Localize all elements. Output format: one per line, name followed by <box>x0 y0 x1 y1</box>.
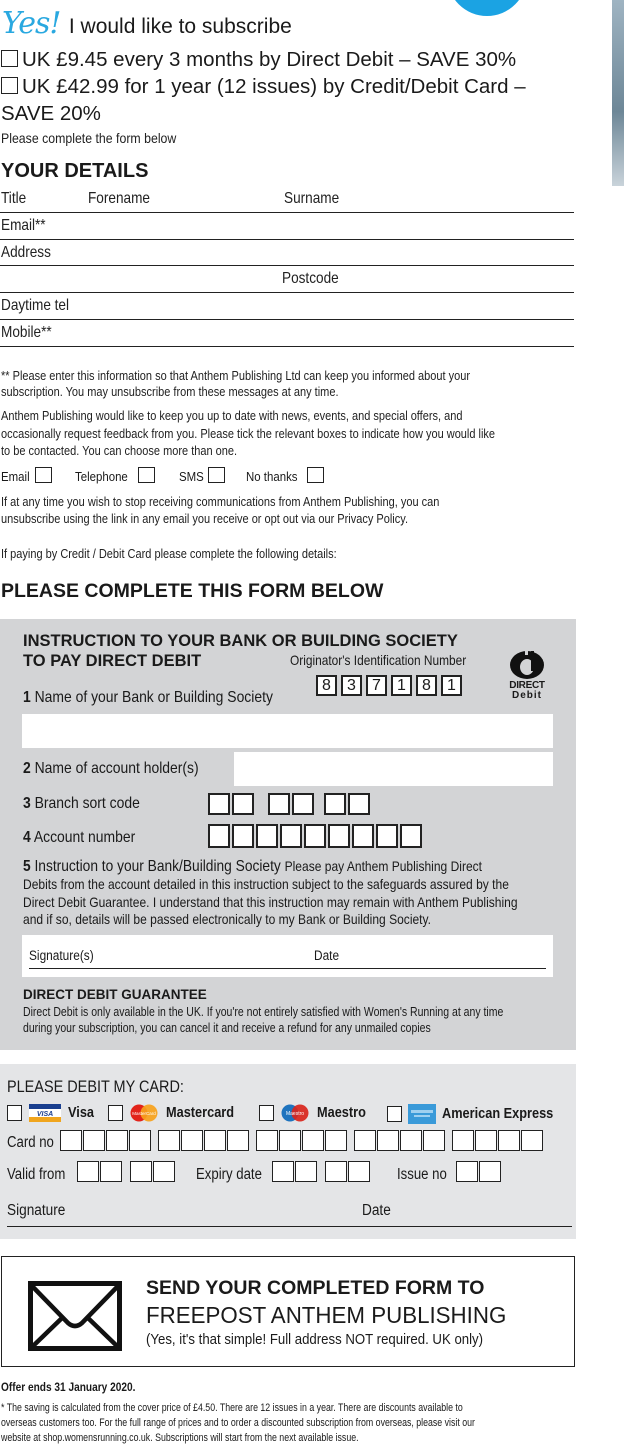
account-digit[interactable] <box>256 824 278 848</box>
q2-label: 2 Name of account holder(s) <box>23 760 199 777</box>
complete-form-heading: PLEASE COMPLETE THIS FORM BELOW <box>1 580 384 602</box>
info-text-2c: to be contacted. You can choose more than one. <box>1 444 238 458</box>
originator-label: Originator's Identification Number <box>290 652 467 668</box>
card-digit[interactable] <box>60 1130 82 1151</box>
mobile-label: Mobile** <box>1 324 52 341</box>
expiry-digit[interactable] <box>325 1161 347 1182</box>
account-digit[interactable] <box>328 824 350 848</box>
card-digit[interactable] <box>452 1130 474 1151</box>
card-digit[interactable] <box>377 1130 399 1151</box>
contact-sms-checkbox[interactable] <box>208 467 225 483</box>
send-line-2-freepost: FREEPOST ANTHEM PUBLISHING <box>146 1302 507 1328</box>
visa-checkbox[interactable] <box>7 1105 22 1121</box>
card-digit[interactable] <box>106 1130 128 1151</box>
originator-digit: 1 <box>391 675 412 696</box>
card-heading: PLEASE DEBIT MY CARD: <box>7 1077 184 1096</box>
info-text-1a: ** Please enter this information so that Anthem Publishing Ltd can keep you informed about your <box>1 369 471 383</box>
issue-no-label: Issue no <box>397 1166 447 1183</box>
card-digit[interactable] <box>521 1130 543 1151</box>
your-details-heading: YOUR DETAILS <box>1 160 149 182</box>
card-digit[interactable] <box>279 1130 301 1151</box>
card-digit[interactable] <box>158 1130 180 1151</box>
decorative-blue-circle <box>447 0 527 16</box>
address-field-line[interactable] <box>0 265 574 266</box>
dd-guarantee-title: DIRECT DEBIT GUARANTEE <box>23 987 207 1002</box>
expiry-digit[interactable] <box>295 1161 317 1182</box>
originator-digit: 7 <box>366 675 387 696</box>
sort-code-digit[interactable] <box>348 793 370 815</box>
q5-text: 5 Instruction to your Bank/Building Society Please pay Anthem Publishing Direct Debits from the account detailed in this instruction subject to the safeguards assured by the Direct Debit Guarantee. I understand that this instruction may remain with Anthem Publishing and if so, details will be passed electronically to my Bank or Building Society. <box>23 858 518 927</box>
email-field-line[interactable] <box>0 239 574 240</box>
dd-title-line1: INSTRUCTION TO YOUR BANK OR BUILDING SOCIETY <box>23 632 458 650</box>
issue-digit[interactable] <box>479 1161 501 1182</box>
postcode-label: Postcode <box>282 270 339 287</box>
postcode-field-line[interactable] <box>0 292 574 293</box>
card-digit[interactable] <box>227 1130 249 1151</box>
card-digit[interactable] <box>83 1130 105 1151</box>
info-text-1b: subscription. You may unsubscribe from these messages at any time. <box>1 385 339 399</box>
card-type-amex[interactable] <box>387 1104 573 1124</box>
contact-sms-label: SMS <box>179 469 204 484</box>
direct-debit-logo-icon <box>507 649 547 681</box>
originator-digit: 1 <box>441 675 462 696</box>
dd-guarantee-text-1: Direct Debit is only available in the UK. If you're not entirely satisfied with Women's Running at any time <box>23 1004 504 1019</box>
card-type-visa[interactable] <box>7 1104 99 1122</box>
direct-debit-panel <box>0 619 576 1050</box>
signature-line <box>29 968 546 969</box>
issue-no-boxes <box>456 1161 502 1182</box>
mobile-field-line[interactable] <box>0 346 574 347</box>
amex-logo-icon <box>408 1104 436 1124</box>
amex-checkbox[interactable] <box>387 1106 402 1122</box>
card-date-label: Date <box>362 1202 391 1219</box>
maestro-label: Maestro <box>316 1104 366 1122</box>
footer-terms-1: * The saving is calculated from the cover price of £4.50. There are 12 issues in a year. There are discounts available to <box>1 1402 463 1414</box>
account-number-boxes <box>208 824 424 848</box>
valid-from-digit[interactable] <box>100 1161 122 1182</box>
info-text-3b: unsubscribe using the link in any email you receive or opt out via our Privacy Policy. <box>1 512 408 526</box>
subscribe-title: I would like to subscribe <box>68 15 292 38</box>
card-digit[interactable] <box>475 1130 497 1151</box>
mastercard-logo-text: MasterCard <box>132 1111 157 1116</box>
card-digit[interactable] <box>400 1130 422 1151</box>
sort-code-digit[interactable] <box>292 793 314 815</box>
title-label: Title <box>1 190 27 207</box>
card-signature-line[interactable] <box>7 1226 572 1227</box>
q4-label: 4 Account number <box>23 829 136 846</box>
daytime-tel-field-line[interactable] <box>0 319 574 320</box>
card-digit[interactable] <box>204 1130 226 1151</box>
magazine-cover-edge <box>612 0 624 186</box>
originator-digit: 8 <box>416 675 437 696</box>
dd-guarantee-text-2: during your subscription, you can cancel it and receive a refund for any unmailed copies <box>23 1020 431 1035</box>
direct-debit-logo <box>500 649 554 701</box>
contact-telephone-label: Telephone <box>75 469 128 484</box>
card-digit[interactable] <box>325 1130 347 1151</box>
expiry-digit[interactable] <box>272 1161 294 1182</box>
info-text-2a: Anthem Publishing would like to keep you up to date with news, events, and special offers, and <box>1 409 463 423</box>
originator-digit: 8 <box>316 675 337 696</box>
send-line-3: (Yes, it's that simple! Full address NOT required. UK only) <box>146 1331 484 1348</box>
sort-code-digit[interactable] <box>324 793 346 815</box>
contact-email-label: Email <box>1 469 30 484</box>
sort-code-boxes <box>208 793 372 815</box>
visa-label: Visa <box>67 1104 94 1122</box>
option-checkbox[interactable] <box>1 50 18 67</box>
valid-from-boxes <box>77 1161 176 1182</box>
issue-digit[interactable] <box>456 1161 478 1182</box>
surname-label: Surname <box>284 190 340 207</box>
form-note: Please complete the form below <box>1 130 177 146</box>
footer-terms-2: overseas customers too. For the full range of prices and to order a discounted subscription from overseas, please visit our <box>1 1417 475 1429</box>
email-label: Email** <box>1 217 46 234</box>
visa-logo-text: VISA <box>37 1111 54 1118</box>
card-digit[interactable] <box>181 1130 203 1151</box>
envelope-icon <box>28 1281 122 1351</box>
card-digit[interactable] <box>354 1130 376 1151</box>
valid-from-digit[interactable] <box>77 1161 99 1182</box>
contact-telephone-checkbox[interactable] <box>138 467 155 483</box>
yes-script: Yes! <box>2 6 61 41</box>
daytime-tel-label: Daytime tel <box>1 297 70 314</box>
q1-label: 1 Name of your Bank or Building Society <box>23 689 273 706</box>
valid-from-digit[interactable] <box>153 1161 175 1182</box>
card-digit[interactable] <box>302 1130 324 1151</box>
contact-no-thanks-checkbox[interactable] <box>307 467 324 483</box>
dd-title-line2: TO PAY DIRECT DEBIT <box>23 652 202 670</box>
mastercard-checkbox[interactable] <box>108 1105 123 1121</box>
account-digit[interactable] <box>304 824 326 848</box>
signature-label: Signature(s) <box>29 948 94 963</box>
offer-ends: Offer ends 31 January 2020. <box>1 1382 136 1394</box>
card-type-mastercard[interactable] <box>108 1104 246 1122</box>
option-card[interactable]: UK £42.99 for 1 year (12 issues) by Credit/Debit Card – <box>1 75 526 99</box>
direct-debit-logo-text1: DIRECT <box>509 680 545 691</box>
account-digit[interactable] <box>352 824 374 848</box>
date-label: Date <box>314 948 340 963</box>
bank-name-field[interactable] <box>22 714 553 748</box>
account-digit[interactable] <box>208 824 230 848</box>
name-field-line[interactable] <box>0 212 574 213</box>
send-form-box <box>1 1256 575 1367</box>
send-line-1: SEND YOUR COMPLETED FORM TO <box>146 1277 485 1299</box>
account-digit[interactable] <box>280 824 302 848</box>
sort-code-digit[interactable] <box>268 793 290 815</box>
info-text-4: If paying by Credit / Debit Card please complete the following details: <box>1 547 337 561</box>
sort-code-digit[interactable] <box>232 793 254 815</box>
valid-from-digit[interactable] <box>130 1161 152 1182</box>
mastercard-logo-icon <box>128 1104 160 1122</box>
expiry-boxes <box>272 1161 371 1182</box>
card-payment-panel <box>0 1064 576 1239</box>
amex-label: American Express <box>441 1105 554 1123</box>
info-text-3a: If at any time you wish to stop receiving communications from Anthem Publishing, you can <box>1 495 440 509</box>
card-number-boxes <box>60 1130 544 1151</box>
valid-from-label: Valid from <box>7 1166 66 1183</box>
footer-terms-3: website at shop.womensrunning.co.uk. Subscriptions will start from the next available issue. <box>1 1432 359 1444</box>
expiry-digit[interactable] <box>348 1161 370 1182</box>
maestro-checkbox[interactable] <box>259 1105 274 1121</box>
expiry-label: Expiry date <box>196 1166 262 1183</box>
account-digit[interactable] <box>400 824 422 848</box>
contact-no-thanks-label: No thanks <box>246 469 298 484</box>
direct-debit-logo-text2: Debit <box>512 690 542 701</box>
card-signature-label: Signature <box>7 1202 66 1219</box>
card-type-maestro[interactable] <box>259 1104 374 1122</box>
option-checkbox[interactable] <box>1 77 18 94</box>
originator-number <box>316 675 464 696</box>
card-digit[interactable] <box>256 1130 278 1151</box>
q3-label: 3 Branch sort code <box>23 795 140 812</box>
maestro-logo-text: Maestro <box>286 1111 305 1117</box>
maestro-logo-icon <box>279 1104 311 1122</box>
subscribe-header <box>2 6 292 41</box>
card-no-label: Card no <box>7 1134 54 1151</box>
option-card-save: SAVE 20% <box>1 102 101 125</box>
forename-label: Forename <box>88 190 150 207</box>
address-label: Address <box>1 244 51 261</box>
visa-logo-icon <box>29 1104 61 1122</box>
info-text-2b: occasionally request feedback from you. Please tick the relevant boxes to indicate how you would like <box>1 427 496 441</box>
option-direct-debit[interactable]: UK £9.45 every 3 months by Direct Debit – SAVE 30% <box>1 48 516 72</box>
account-digit[interactable] <box>376 824 398 848</box>
signature-area[interactable] <box>22 935 553 977</box>
contact-email-checkbox[interactable] <box>35 467 52 483</box>
account-digit[interactable] <box>232 824 254 848</box>
sort-code-digit[interactable] <box>208 793 230 815</box>
card-digit[interactable] <box>423 1130 445 1151</box>
mastercard-label: Mastercard <box>165 1104 234 1122</box>
account-holder-field[interactable] <box>234 752 553 786</box>
card-digit[interactable] <box>129 1130 151 1151</box>
originator-digit: 3 <box>341 675 362 696</box>
card-digit[interactable] <box>498 1130 520 1151</box>
